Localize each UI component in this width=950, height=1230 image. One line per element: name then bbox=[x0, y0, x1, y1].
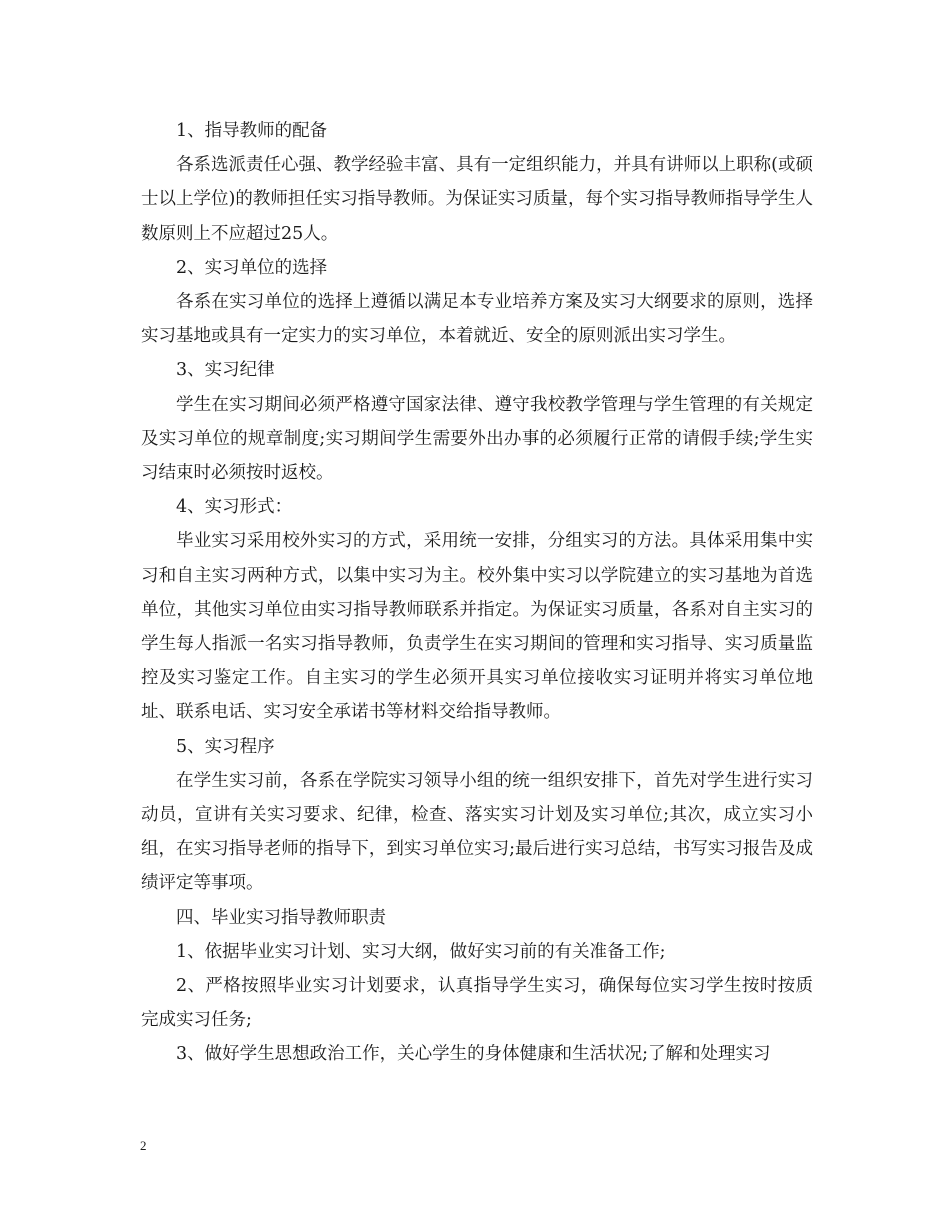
heading-advisor-allocation: 1、指导教师的配备 bbox=[176, 121, 328, 141]
list-item-duty-3: 3、做好学生思想政治工作，关心学生的身体健康和生活状况;了解和处理实习 bbox=[176, 1044, 771, 1065]
list-item-duty-2: 2、严格按照毕业实习计划要求，认真指导学生实习，确保每位实习学生按时按质完成实习任务; bbox=[141, 976, 813, 1031]
paragraph-internship-discipline: 学生在实习期间必须严格遵守国家法律、遵守我校教学管理与学生管理的有关规定及实习单位的规章制度;实习期间学生需要外出办事的必须履行正常的请假手续;学生实习结束时必须按时返校。 bbox=[141, 394, 813, 484]
list-item-duty-1: 1、依据毕业实习计划、实习大纲，做好实习前的有关准备工作; bbox=[176, 941, 666, 962]
heading-internship-unit-selection: 2、实习单位的选择 bbox=[176, 257, 328, 278]
page-number: 2 bbox=[140, 1138, 147, 1153]
paragraph-internship-unit-selection: 各系在实习单位的选择上遵循以满足本专业培养方案及实习大纲要求的原则，选择实习基地或具有一定实力的实习单位，本着就近、安全的原则派出实习学生。 bbox=[141, 292, 813, 347]
heading-advisor-duties: 四、毕业实习指导教师职责 bbox=[176, 907, 386, 928]
heading-internship-procedure: 5、实习程序 bbox=[176, 736, 275, 757]
heading-internship-format: 4、实习形式： bbox=[176, 497, 293, 518]
document-body bbox=[141, 114, 813, 1072]
paragraph-internship-format: 毕业实习采用校外实习的方式，采用统一安排，分组实习的方法。具体采用集中实习和自主实习两种方式，以集中实习为主。校外集中实习以学院建立的实习基地为首选单位，其他实习单位由实习指导教师联系并指定。为保证实习质量，各系对自主实习的学生每人指派一名实习指导教师，负责学生在实习期间的管理和实习指导、实习质量监控及实习鉴定工作。自主实习的学生必须开具实习单位接收实习证明并将实习单位地址、联系电话、实习安全承诺书等材料交给指导教师。 bbox=[141, 531, 813, 723]
heading-internship-discipline: 3、实习纪律 bbox=[176, 360, 275, 381]
paragraph-internship-procedure: 在学生实习前，各系在学院实习领导小组的统一组织安排下，首先对学生进行实习动员，宣讲有关实习要求、纪律，检查、落实实习计划及实习单位;其次，成立实习小组，在实习指导老师的指导下，到实习单位实习;最后进行实习总结，书写实习报告及成绩评定等事项。 bbox=[141, 770, 813, 894]
paragraph-advisor-allocation: 各系选派责任心强、教学经验丰富、具有一定组织能力，并具有讲师以上职称(或硕士以上学位)的教师担任实习指导教师。为保证实习质量，每个实习指导教师指导学生人数原则上不应超过25人。 bbox=[141, 155, 813, 244]
